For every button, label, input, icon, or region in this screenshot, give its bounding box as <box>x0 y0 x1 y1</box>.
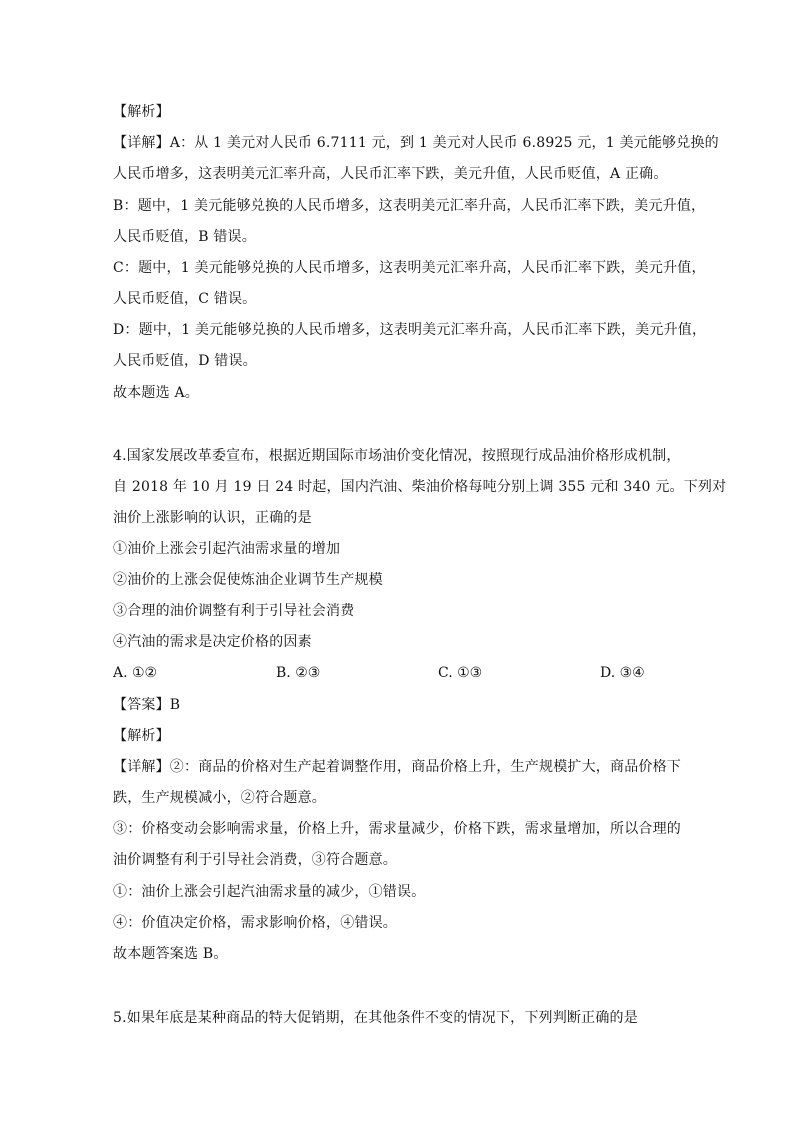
q3-detail-line: 人民币贬值，D 错误。 <box>113 353 257 369</box>
q4-detail-line: ③：价格变动会影响需求量，价格上升，需求量减少，价格下跌，需求量增加，所以合理的 <box>113 821 681 837</box>
q4-statement: ④汽油的需求是决定价格的因素 <box>113 634 312 650</box>
q4-detail-line: ④：价值决定价格，需求影响价格，④错误。 <box>113 915 397 931</box>
q4-conclusion: 故本题答案选 B。 <box>113 946 228 962</box>
q4-statement: ③合理的油价调整有利于引导社会消费 <box>113 603 355 619</box>
q3-analysis-heading: 【解析】 <box>113 104 170 120</box>
q4-stem-line: 油价上涨影响的认识，正确的是 <box>113 510 312 526</box>
q4-option-b: B. ②③ <box>276 665 321 681</box>
q3-detail-line: 【详解】A：从 1 美元对人民币 6.7111 元，到 1 美元对人民币 6.8925 元，1 美元能够兑换的 <box>113 135 719 151</box>
q3-conclusion: 故本题选 A。 <box>113 385 199 401</box>
q3-detail-line: 人民币增多，这表明美元汇率升高，人民币汇率下跌，美元升值，人民币贬值，A 正确。 <box>113 166 668 182</box>
q4-analysis-heading: 【解析】 <box>113 728 170 744</box>
q4-detail-line: 跌，生产规模减小，②符合题意。 <box>113 790 326 806</box>
q4-detail-line: ①：油价上涨会引起汽油需求量的减少，①错误。 <box>113 884 426 900</box>
q3-detail-line: 人民币贬值，B 错误。 <box>113 229 256 245</box>
q4-detail-line: 【详解】②：商品的价格对生产起着调整作用，商品价格上升，生产规模扩大，商品价格下 <box>113 759 681 775</box>
q3-detail-line: D：题中，1 美元能够兑换的人民币增多，这表明美元汇率升高，人民币汇率下跌，美元升值， <box>113 322 707 338</box>
q4-stem-line: 4.国家发展改革委宣布，根据近期国际市场油价变化情况，按照现行成品油价格形成机制， <box>113 448 681 464</box>
q3-detail-line: B：题中，1 美元能够兑换的人民币增多，这表明美元汇率升高，人民币汇率下跌，美元升值， <box>113 198 706 214</box>
q4-option-c: C. ①③ <box>438 665 483 681</box>
q3-detail-line: 人民币贬值，C 错误。 <box>113 291 257 307</box>
q4-stem-line: 自 2018 年 10 月 19 日 24 时起，国内汽油、柴油价格每吨分别上调 355 元和 340 元。下列对 <box>113 479 727 495</box>
q4-answer: 【答案】B <box>113 697 181 713</box>
q4-statement: ①油价上涨会引起汽油需求量的增加 <box>113 541 341 557</box>
q5-stem: 5.如果年底是某种商品的特大促销期，在其他条件不变的情况下，下列判断正确的是 <box>113 1010 638 1026</box>
q4-detail-line: 油价调整有利于引导社会消费，③符合题意。 <box>113 852 397 868</box>
q4-option-a: A. ①② <box>113 665 158 681</box>
q4-option-d: D. ③④ <box>600 665 645 681</box>
q3-detail-line: C：题中，1 美元能够兑换的人民币增多，这表明美元汇率升高，人民币汇率下跌，美元升值， <box>113 260 706 276</box>
q4-statement: ②油价的上涨会促使炼油企业调节生产规模 <box>113 572 383 588</box>
